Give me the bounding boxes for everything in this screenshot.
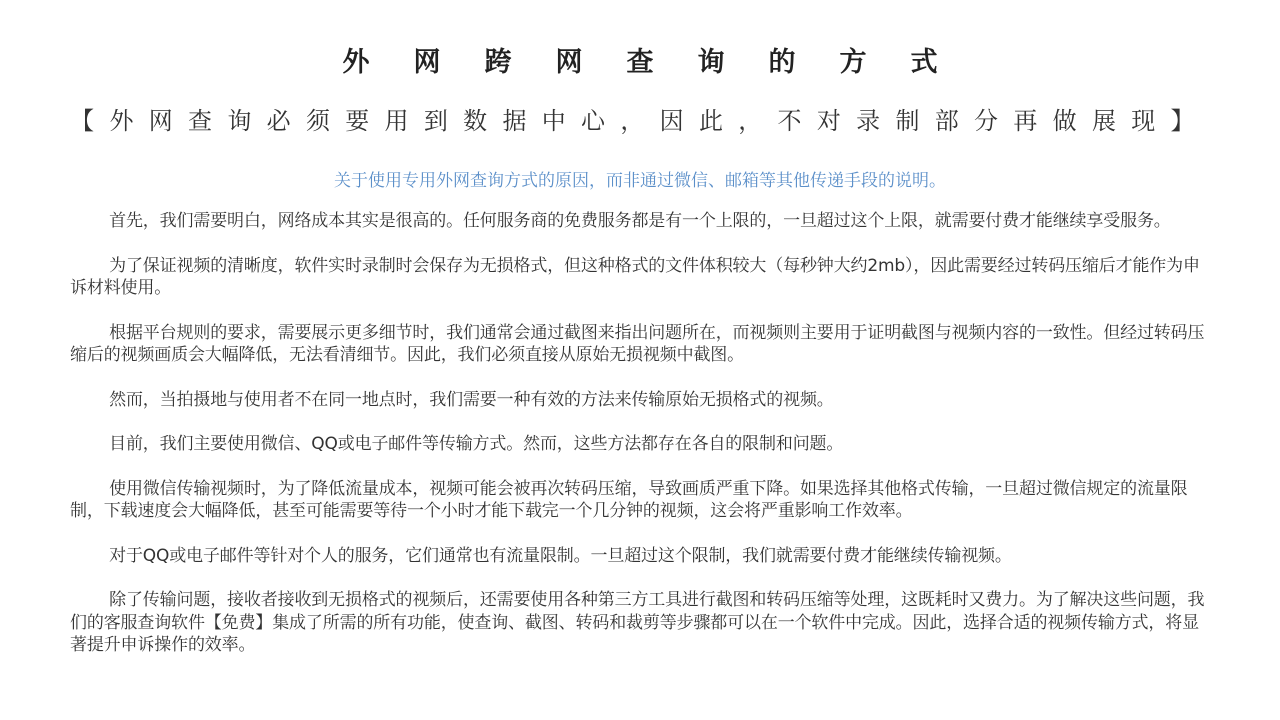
page-title: 外网跨网查询的方式 bbox=[342, 47, 982, 78]
paragraph-2: 为了保证视频的清晰度，软件实时录制时会保存为无损格式，但这种格式的文件体积较大（每秒钟大约2mb），因此需要经过转码压缩后才能作为申诉材料使用。 bbox=[70, 255, 1200, 298]
paragraph-7: 对于QQ或电子邮件等针对个人的服务，它们通常也有流量限制。一旦超过这个限制，我们就需要付费才能继续传输视频。 bbox=[109, 545, 1012, 566]
document-body bbox=[70, 210, 1210, 679]
paragraph-8: 除了传输问题，接收者接收到无损格式的视频后，还需要使用各种第三方工具进行截图和转码压缩等处理，这既耗时又费力。为了解决这些问题，我们的客服查询软件【免费】集成了所需的所有功能，使查询、截图、转码和裁剪等步骤都可以在一个软件中完成。因此，选择合适的视频传输方式，将显著提升申诉操作的效率。 bbox=[70, 590, 1205, 655]
intro-note: 关于使用专用外网查询方式的原因，而非通过微信、邮箱等其他传递手段的说明。 bbox=[334, 171, 946, 191]
paragraph-6: 使用微信传输视频时，为了降低流量成本，视频可能会被再次转码压缩，导致画质严重下降。如果选择其他格式传输，一旦超过微信规定的流量限制，下载速度会大幅降低，甚至可能需要等待一个小时才能下载完一个几分钟的视频，这会将严重影响工作效率。 bbox=[70, 478, 1188, 521]
paragraph-3: 根据平台规则的要求，需要展示更多细节时，我们通常会通过截图来指出问题所在，而视频则主要用于证明截图与视频内容的一致性。但经过转码压缩后的视频画质会大幅降低，无法看清细节。因此，我们必须直接从原始无损视频中截图。 bbox=[70, 322, 1205, 365]
paragraph-4: 然而，当拍摄地与使用者不在同一地点时，我们需要一种有效的方法来传输原始无损格式的视频。 bbox=[109, 389, 834, 410]
paragraph-5: 目前，我们主要使用微信、QQ或电子邮件等传输方式。然而，这些方法都存在各自的限制和问题。 bbox=[109, 434, 844, 454]
paragraph-1: 首先，我们需要明白，网络成本其实是很高的。任何服务商的免费服务都是有一个上限的，一旦超过这个上限，就需要付费才能继续享受服务。 bbox=[109, 211, 1171, 231]
page-subtitle: 【外网查询必须要用到数据中心，因此，不对录制部分再做展现】 bbox=[70, 107, 1210, 135]
